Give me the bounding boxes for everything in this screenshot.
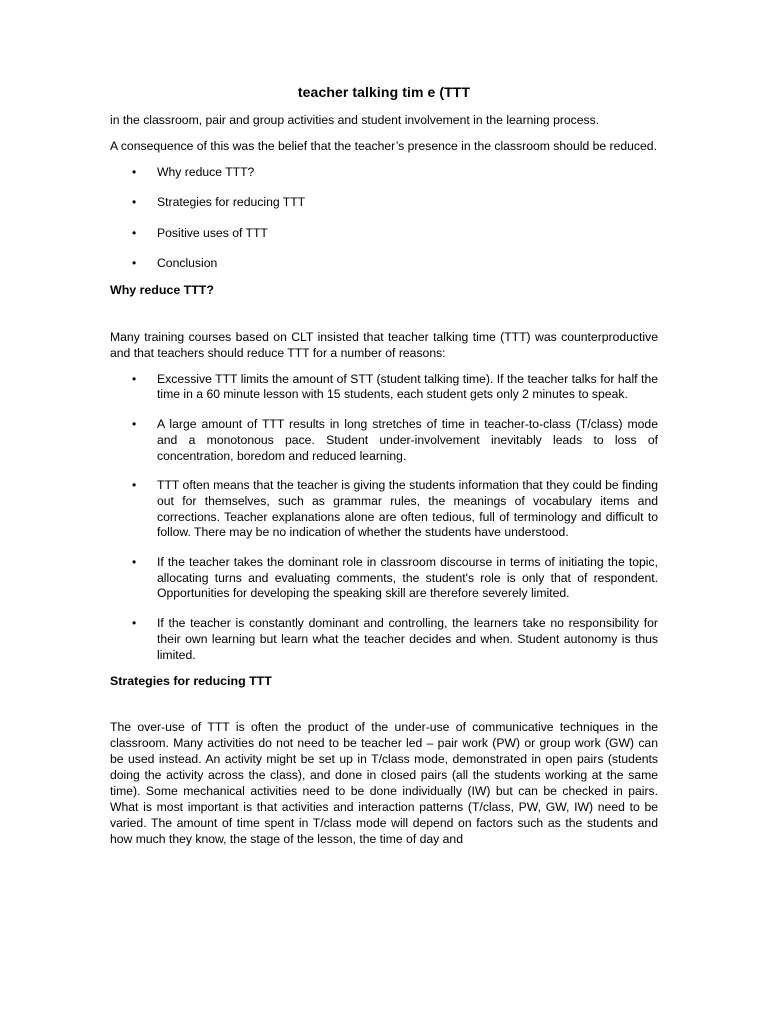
section-paragraph-strategies: The over-use of TTT is often the product of the under-use of communicative techniques in the classroom. Many activities do not need to be teacher led – pair work (PW) or group work (GW) can be used instead. An activity might be set up in T/class mode, demonstrated in open pairs (students doing the activity across the class), and done in closed pairs (all the students working at the same time). Some mechanical activities need to be done individually (IW) but can be checked in pairs. What is most important is that activities and interaction patterns (T/class, PW, GW, IW) need to be varied. The amount of time spent in T/class mode will depend on factors such as the students and how much they know, the stage of the lesson, the time of day and bbox=[110, 720, 658, 846]
list-item bbox=[110, 195, 658, 210]
list-item-text: Positive uses of TTT bbox=[157, 225, 268, 240]
list-item bbox=[110, 372, 658, 403]
document-title: teacher talking tim e (TTT bbox=[297, 84, 471, 100]
list-item-text: Why reduce TTT? bbox=[157, 164, 255, 179]
list-item-text: If the teacher takes the dominant role in classroom discourse in terms of initiating the topic, allocating turns and evaluating comments, the student's role is only that of respondent. Opportunities for developing the speaking skill are therefore severely limited. bbox=[157, 555, 658, 601]
list-item bbox=[110, 478, 658, 541]
bullet-icon: • bbox=[132, 256, 137, 271]
list-item bbox=[110, 417, 658, 464]
bullet-icon: • bbox=[132, 616, 137, 631]
bullet-icon: • bbox=[132, 164, 137, 179]
document-page bbox=[110, 84, 658, 847]
bullet-icon: • bbox=[132, 225, 137, 240]
bullet-icon: • bbox=[132, 371, 137, 386]
list-item-text: Excessive TTT limits the amount of STT (student talking time). If the teacher talks for half the time in a 60 minute lesson with 15 students, each student gets only 2 minutes to speak. bbox=[157, 371, 658, 402]
list-item bbox=[110, 616, 658, 663]
list-item bbox=[110, 165, 658, 180]
bullet-icon: • bbox=[132, 417, 137, 432]
bullet-icon: • bbox=[132, 478, 137, 493]
bullet-icon: • bbox=[132, 195, 137, 210]
list-item-text: Strategies for reducing TTT bbox=[157, 195, 306, 210]
intro-paragraph-1: in the classroom, pair and group activities and student involvement in the learning process. bbox=[110, 113, 600, 127]
list-item bbox=[110, 555, 658, 602]
bullet-icon: • bbox=[132, 555, 137, 570]
list-item bbox=[110, 256, 658, 271]
intro-paragraph-2: A consequence of this was the belief that the teacher’s presence in the classroom should be reduced. bbox=[110, 138, 657, 153]
list-item-text: If the teacher is constantly dominant and controlling, the learners take no responsibility for their own learning but learn what the teacher decides and when. Student autonomy is thus limited. bbox=[157, 616, 658, 662]
section-heading-why-reduce: Why reduce TTT? bbox=[110, 283, 214, 298]
list-item-text: TTT often means that the teacher is giving the students information that they could be finding out for themselves, such as grammar rules, the meanings of vocabulary items and corrections. Teacher explanations alone are often tedious, full of terminology and difficult to follow. There may be no indication of whether the students have understood. bbox=[157, 478, 658, 540]
section-heading-strategies: Strategies for reducing TTT bbox=[110, 674, 272, 689]
list-item-text: A large amount of TTT results in long stretches of time in teacher-to-class (T/class) mode and a monotonous pace. Student under-involvement inevitably leads to loss of concentration, boredom and reduced learning. bbox=[157, 417, 658, 463]
list-item-text: Conclusion bbox=[157, 256, 218, 271]
reasons-list bbox=[110, 372, 658, 664]
list-item bbox=[110, 226, 658, 241]
contents-list bbox=[110, 165, 658, 272]
section-paragraph-why-reduce: Many training courses based on CLT insisted that teacher talking time (TTT) was counterproductive and that teachers should reduce TTT for a number of reasons: bbox=[110, 330, 658, 360]
